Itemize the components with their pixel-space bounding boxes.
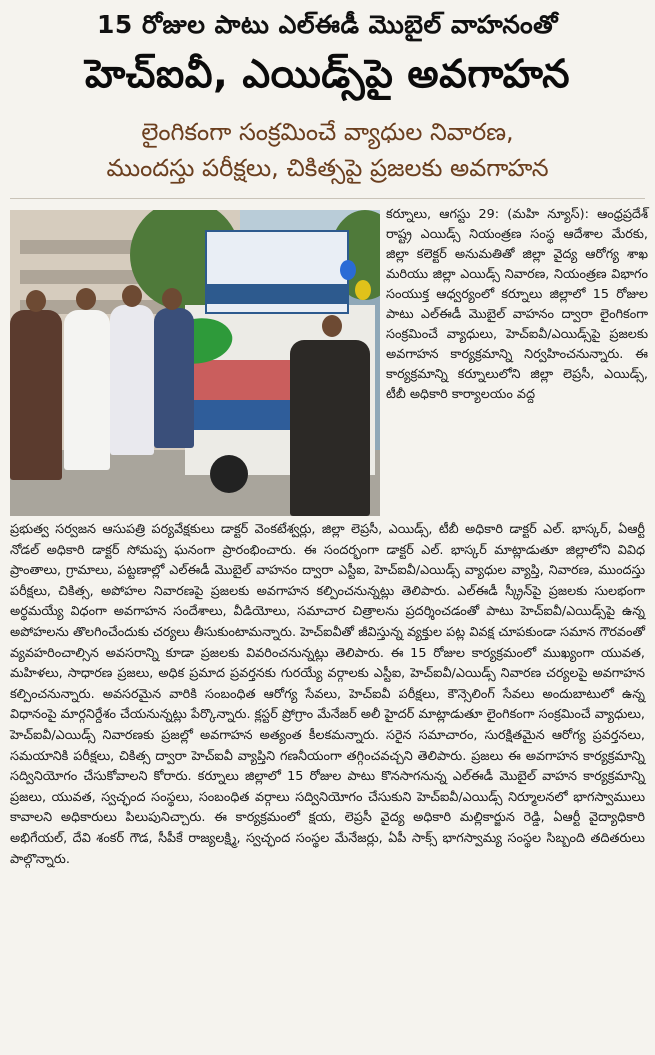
photo-truck-band <box>207 284 347 304</box>
photo-person-head <box>26 290 46 312</box>
article-headline: హెచ్ఐవీ, ఎయిడ్స్‌పై అవగాహన <box>84 52 571 97</box>
photo-person <box>290 340 370 516</box>
article-photo <box>10 210 380 516</box>
photo-person <box>64 310 110 470</box>
photo-person-head <box>76 288 96 310</box>
article-subhead-line2: ముందస్తు పరీక్షలు, చికిత్సపై ప్రజలకు అవగాహన <box>106 154 549 182</box>
photo-balloon <box>355 280 371 300</box>
article-body <box>10 520 645 870</box>
article-kicker: 15 రోజుల పాటు ఎల్ఈడీ మొబైల్ వాహనంతో <box>96 10 559 39</box>
header-divider <box>10 198 645 199</box>
photo-truck-screen <box>205 230 349 314</box>
article-column-text <box>386 205 648 405</box>
photo-person <box>10 310 62 480</box>
article-column-paragraph: కర్నూలు, ఆగస్టు 29: (మహి న్యూస్): ఆంధ్రప్రదేశ్ రాష్ట్ర ఎయిడ్స్ నియంత్రణ సంస్థ ఆదేశాల మేరకు, జిల్లా కలెక్టర్ అనుమతితో జిల్లా వైద్య ఆరోగ్య శాఖ మరియు జిల్లా ఎయిడ్స్ నివారణ, నియంత్రణ విభాగం సంయుక్త ఆధ్వర్యంలో కర్నూలు జిల్లాలో 15 రోజుల పాటు ఎల్ఈడీ మొబైల్ వాహనం ద్వారా లైంగికంగా సంక్రమించే వ్యాధులు, హెచ్ఐవీ/ఎయిడ్స్‌పై ప్రజలకు అవగాహన కార్యక్రమాన్ని నిర్వహించనున్నారు. ఈ కార్యక్రమాన్ని కర్నూలులోని జిల్లా లెప్రసీ, ఎయిడ్స్, టీబీ అధికారి కార్యాలయం వద్ద <box>386 207 648 402</box>
photo-person <box>110 305 154 455</box>
photo-person-head <box>122 285 142 307</box>
photo-person-head <box>322 315 342 337</box>
article-subhead-line1: లైంగికంగా సంక్రమించే వ్యాధుల నివారణ, <box>141 118 514 146</box>
photo-balloon <box>340 260 356 280</box>
article-body-paragraph: ప్రభుత్వ సర్వజన ఆసుపత్రి పర్యవేక్షకులు డాక్టర్ వెంకటేశ్వర్లు, జిల్లా లెప్రసీ, ఎయిడ్స్, టీబీ అధికారి డాక్టర్ ఎల్. భాస్కర్, ఏఆర్టీ నోడల్ అధికారి డాక్టర్ సోమప్ప ఘనంగా ప్రారంభించారు. ఈ సందర్భంగా డాక్టర్ ఎల్. భాస్కర్ మాట్లాడుతూ జిల్లాలోని వివిధ ప్రాంతాలు, గ్రామాలు, పట్టణాల్లో ఎల్ఈడీ మొబైల్ వాహనం ద్వారా ఎస్టీఐ, హెచ్ఐవీ/ఎయిడ్స్ వ్యాధుల వ్యాప్తి, నివారణ, ముందస్తు పరీక్షలు, చికిత్స, అపోహల నివారణపై ప్రజలకు అవగాహన కల్పించనున్నట్లు తెలిపారు. ఎల్ఈడీ స్క్రీన్‌పై ప్రజలకు సులభంగా అర్థమయ్యే విధంగా అవగాహన సందేశాలు, వీడియోలు, సమాచార చిత్రాలను ప్రదర్శించడంతో పాటు హెచ్ఐవీ/ఎయిడ్స్‌పై ఉన్న అపోహలను తొలగించేందుకు చర్యలు తీసుకుంటామన్నారు. హెచ్ఐవీతో జీవిస్తున్న వ్యక్తుల పట్ల వివక్ష చూపకుండా సమాన గౌరవంతో వ్యవహరించాల్సిన అవసరాన్ని కూడా ప్రజలకు వివరించనున్నట్లు తెలిపారు. ఈ 15 రోజుల కార్యక్రమంలో ముఖ్యంగా యువత, మహిళలు, సాధారణ ప్రజలు, అధిక ప్రమాద ప్రవర్తనకు గురయ్యే వర్గాలకు ఎస్టీఐ, హెచ్ఐవీ/ఎయిడ్స్ నివారణ చర్యలపై అవగాహన కల్పించనున్నారు. అవసరమైన వారికి సంబంధిత ఆరోగ్య సేవలు, హెచ్ఐవీ పరీక్షలు, కౌన్సెలింగ్ సేవలు అందుబాటులో ఉన్న విధానంపై మార్గనిర్దేశం చేయనున్నట్లు పేర్కొన్నారు. క్లస్టర్ ప్రోగ్రాం మేనేజర్ అలీ హైదర్ మాట్లాడుతూ లైంగికంగా సంక్రమించే వ్యాధులు, హెచ్ఐవీ/ఎయిడ్స్ నివారణకు ప్రజల్లో అవగాహన అత్యంత కీలకమన్నారు. సరైన సమాచారం, సురక్షితమైన ఆరోగ్య ప్రవర్తనలు, సమయానికి పరీక్షలు, చికిత్స ద్వారా హెచ్ఐవీ వ్యాప్తిని గణనీయంగా తగ్గించవచ్చని తెలిపారు. ప్రజలు ఈ అవగాహన కార్యక్రమాన్ని సద్వినియోగం చేసుకోవాలని కోరారు. కర్నూలు జిల్లాలో 15 రోజుల పాటు కొనసాగనున్న ఎల్ఈడీ మొబైల్ వాహన కార్యక్రమాన్ని ప్రజలు, యువత, స్వచ్ఛంద సంస్థలు, సంబంధిత వర్గాలు సద్వినియోగం చేసుకుని హెచ్ఐవీ/ఎయిడ్స్ నిర్మూలనలో భాగస్వాములు కావాలని అధికారులు పిలుపునిచ్చారు. ఈ కార్యక్రమంలో క్షయ, లెప్రసీ వైద్య అధికారి మల్లికార్జున రెడ్డి, ఏఆర్టీ వైద్యాధికారి అభిగేయల్, దేవి శంకర్ గౌడ, సీపీకే రాజ్యలక్ష్మి, స్వచ్ఛంద సంస్థల మేనేజర్లు, ఏపీ సాక్స్ భాగస్వామ్య సంస్థల సిబ్బంది తదితరులు పాల్గొన్నారు. <box>10 522 645 867</box>
photo-person <box>154 308 194 448</box>
photo-wheel <box>210 455 248 493</box>
photo-person-head <box>162 288 182 310</box>
